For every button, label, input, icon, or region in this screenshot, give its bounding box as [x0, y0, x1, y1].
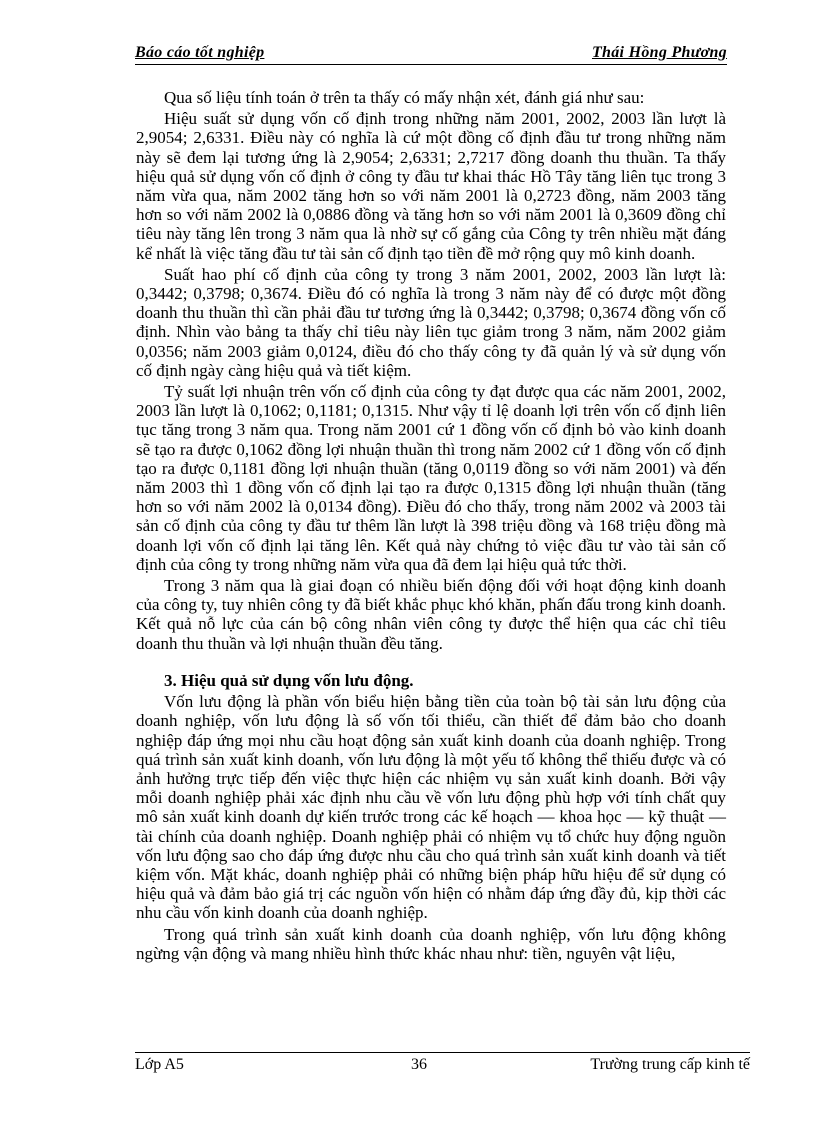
paragraph-working-capital-cycle: Trong quá trình sản xuất kinh doanh của doanh nghiệp, vốn lưu động không ngừng vận động và mang nhiều hình thức khác nhau như: tiền, nguyên vật liệu,	[136, 924, 726, 963]
paragraph-profit-rate: Tỷ suất lợi nhuận trên vốn cố định của công ty đạt được qua các năm 2001, 2002, 2003 lần lượt là 0,1062; 0,1181; 0,1315. Như vậy tỉ lệ doanh lợi trên vốn cố định liên tục tăng trong 3 năm qua. Trong năm 2001 cứ 1 đồng vốn cố định bỏ vào kinh doanh sẽ tạo ra được 0,1062 đồng lợi nhuận thuần thì trong năm 2002 cứ 1 đồng vốn cố định tạo ra được 0,1181 đồng lợi nhuận thuần (tăng 0,0119 đồng so với năm 2001) và đến năm 2003 thì 1 đồng vốn cố định lại tạo ra được 0,1315 đồng lợi nhuận thuần (tăng hơn so với năm 2002 là 0,0134 đồng). Điều đó cho thấy, trong năm 2002 và 2003 tài sản cố định của công ty đầu tư thêm lần lượt là 398 triệu đồng và 168 triệu đồng mà doanh lợi vốn cố định lại tăng lên. Kết quả này chứng tỏ việc đầu tư vào tài sản cố định của công ty trong những năm vừa qua đã đem lại hiệu quả tức thời.	[136, 382, 726, 574]
header-rule	[135, 64, 727, 65]
page-header	[135, 44, 727, 68]
header-author-name: Thái Hồng Phương	[591, 44, 727, 61]
footer-rule	[135, 1052, 750, 1053]
paragraph-intro: Qua số liệu tính toán ở trên ta thấy có mấy nhận xét, đánh giá như sau:	[164, 88, 645, 107]
header-report-title: Báo cáo tốt nghiệp	[135, 44, 265, 61]
paragraph-fixed-capital-cost: Suất hao phí cố định của công ty trong 3 năm 2001, 2002, 2003 lần lượt là: 0,3442; 0,3798; 0,3674. Điều đó có nghĩa là trong 3 năm này để có được một đồng doanh thu thuần thì cần phải đầu tư tương ứng là 0,3442; 0,3798; 0,3674 đồng vốn cố định. Nhìn vào bảng ta thấy chỉ tiêu này liên tục giảm trong 3 năm, năm 2002 giảm 0,0356; năm 2003 giảm 0,0124, điều đó cho thấy công ty đã quản lý và sử dụng vốn cố định ngày càng hiệu quả và tiết kiệm.	[136, 264, 726, 380]
page-footer	[135, 1052, 750, 1076]
paragraph-fixed-capital-efficiency: Hiệu suất sử dụng vốn cố định trong những năm 2001, 2002, 2003 lần lượt là 2,9054; 2,6331. Điều này có nghĩa là cứ một đồng cố định đầu tư trong những năm này sẽ đem lại tương ứng là 2,9054; 2,6331; 2,7217 đồng doanh thu thuần. Ta thấy hiệu quả sử dụng vốn cố định ở công ty đầu tư khai thác Hồ Tây tăng liên tục trong 3 năm vừa qua, năm 2002 tăng hơn so với năm 2001 là 0,2723 đồng, năm 2003 tăng hơn so với năm 2002 là 0,0886 đồng và tăng hơn so với năm 2001 là 0,3609 đồng chỉ tiêu này tăng lên trong 3 năm qua là nhờ sự cố gắng của Công ty trên nhiều mặt đáng kể nhất là việc tăng đầu tư tài sản cố định tạo tiền đề mở rộng quy mô kinh doanh.	[136, 109, 726, 263]
page-number: 36	[411, 1056, 427, 1073]
footer-class: Lớp A5	[135, 1056, 184, 1073]
section-heading: 3. Hiệu quả sử dụng vốn lưu động.	[164, 670, 414, 690]
document-body	[136, 88, 726, 965]
paragraph-working-capital: Vốn lưu động là phần vốn biểu hiện bằng tiền của toàn bộ tài sản lưu động của doanh nghiệp, vốn lưu động là số vốn tối thiểu, cần thiết để đảm bảo cho doanh nghiệp đáp ứng mọi nhu cầu hoạt động sản xuất kinh doanh của doanh nghiệp. Trong quá trình sản xuất kinh doanh, vốn lưu động là một yếu tố không thể thiếu được và có ảnh hưởng trực tiếp đến việc thực hiện các nhiệm vụ sản xuất kinh doanh. Bởi vậy mỗi doanh nghiệp phải xác định nhu cầu về vốn lưu động phù hợp với tính chất quy mô sản xuất kinh doanh dự kiến trước trong các kế hoạch — khoa học — kỹ thuật — tài chính của doanh nghiệp. Doanh nghiệp phải có nhiệm vụ tổ chức huy động nguồn vốn lưu động sao cho đáp ứng được nhu cầu cho quá trình sản xuất kinh doanh và tiết kiệm vốn. Mặt khác, doanh nghiệp phải có những biện pháp hữu hiệu để sử dụng có hiệu quả và đảm bảo giá trị các nguồn vốn hiện có nhằm đáp ứng đầy đủ, kịp thời các nhu cầu vốn kinh doanh của doanh nghiệp.	[136, 692, 726, 923]
paragraph-summary: Trong 3 năm qua là giai đoạn có nhiều biến động đối với hoạt động kinh doanh của công ty, tuy nhiên công ty đã biết khắc phục khó khăn, phấn đấu trong kinh doanh. Kết quả nỗ lực của cán bộ công nhân viên công ty được thể hiện qua các chỉ tiêu doanh thu thuần và lợi nhuận thuần đều tăng.	[136, 576, 726, 653]
footer-school: Trường trung cấp kinh tế	[590, 1056, 750, 1073]
